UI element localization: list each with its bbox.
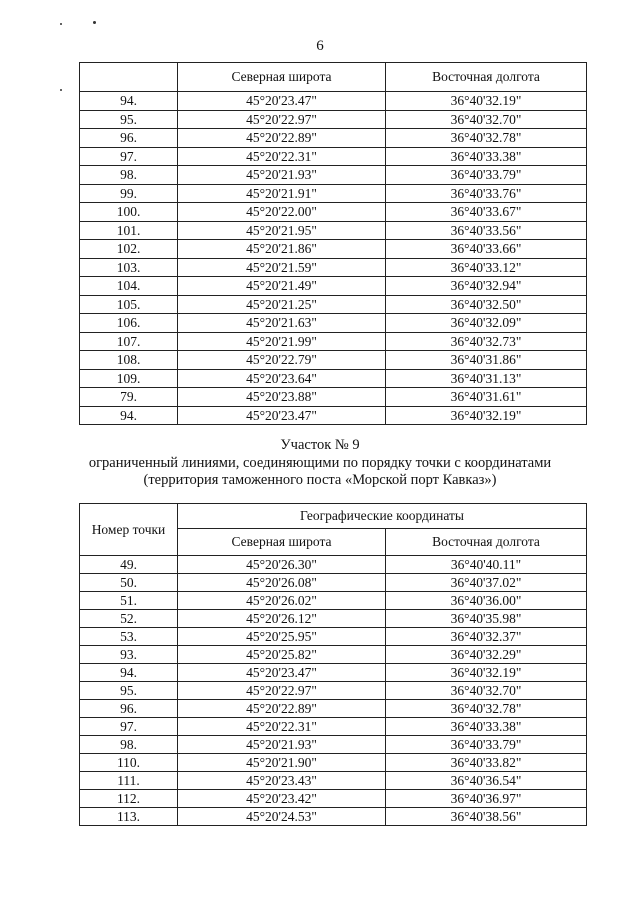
point-number-cell: 94.: [80, 92, 178, 111]
table-row: [80, 166, 587, 185]
table-row: [80, 351, 587, 370]
point-number-cell: 97.: [80, 718, 178, 736]
point-number-cell: 109.: [80, 369, 178, 388]
point-number-cell: 104.: [80, 277, 178, 296]
table-row: [80, 772, 587, 790]
point-number-cell: 96.: [80, 129, 178, 148]
table-row: [80, 646, 587, 664]
header-east-longitude: Восточная долгота: [386, 63, 587, 92]
point-number-cell: 79.: [80, 388, 178, 407]
latitude-cell: 45°20'23.88": [178, 388, 386, 407]
header-geo-coordinates: Географические координаты: [178, 504, 587, 529]
table-row: [80, 574, 587, 592]
table-row: [80, 295, 587, 314]
longitude-cell: 36°40'32.19": [386, 664, 587, 682]
latitude-cell: 45°20'22.97": [178, 110, 386, 129]
latitude-cell: 45°20'26.08": [178, 574, 386, 592]
longitude-cell: 36°40'33.67": [386, 203, 587, 222]
table-row: [80, 110, 587, 129]
longitude-cell: 36°40'32.94": [386, 277, 587, 296]
longitude-cell: 36°40'33.38": [386, 718, 587, 736]
scan-speck: [60, 89, 62, 91]
table-row: [80, 184, 587, 203]
longitude-cell: 36°40'32.29": [386, 646, 587, 664]
table-row: [80, 369, 587, 388]
latitude-cell: 45°20'21.59": [178, 258, 386, 277]
point-number-cell: 112.: [80, 790, 178, 808]
latitude-cell: 45°20'22.97": [178, 682, 386, 700]
point-number-cell: 103.: [80, 258, 178, 277]
point-number-cell: 94.: [80, 406, 178, 425]
table-row: [80, 258, 587, 277]
table-row: [80, 610, 587, 628]
longitude-cell: 36°40'32.19": [386, 406, 587, 425]
point-number-cell: 51.: [80, 592, 178, 610]
table-row: [80, 808, 587, 826]
point-number-cell: 95.: [80, 682, 178, 700]
section-description: ограниченный линиями, соединяющими по порядку точки с координатами: [88, 454, 552, 471]
longitude-cell: 36°40'31.13": [386, 369, 587, 388]
table-row: [80, 129, 587, 148]
table-header-row: [80, 504, 587, 529]
longitude-cell: 36°40'33.82": [386, 754, 587, 772]
table-row: [80, 592, 587, 610]
longitude-cell: 36°40'40.11": [386, 556, 587, 574]
table-row: [80, 92, 587, 111]
table-row: [80, 277, 587, 296]
scan-speck: [60, 23, 62, 25]
latitude-cell: 45°20'26.30": [178, 556, 386, 574]
point-number-cell: 100.: [80, 203, 178, 222]
longitude-cell: 36°40'32.73": [386, 332, 587, 351]
latitude-cell: 45°20'23.64": [178, 369, 386, 388]
latitude-cell: 45°20'21.49": [178, 277, 386, 296]
latitude-cell: 45°20'25.95": [178, 628, 386, 646]
longitude-cell: 36°40'32.09": [386, 314, 587, 333]
point-number-cell: 106.: [80, 314, 178, 333]
header-point-number: [80, 63, 178, 92]
point-number-cell: 53.: [80, 628, 178, 646]
longitude-cell: 36°40'32.70": [386, 682, 587, 700]
longitude-cell: 36°40'38.56": [386, 808, 587, 826]
table-row: [80, 700, 587, 718]
section-territory-note: (территория таможенного поста «Морской порт Кавказ»): [143, 472, 497, 488]
table-row: [80, 314, 587, 333]
table-row: [80, 332, 587, 351]
longitude-cell: 36°40'32.50": [386, 295, 587, 314]
longitude-cell: 36°40'36.54": [386, 772, 587, 790]
longitude-cell: 36°40'33.56": [386, 221, 587, 240]
table-row: [80, 240, 587, 259]
table-row: [80, 556, 587, 574]
point-number-cell: 113.: [80, 808, 178, 826]
longitude-cell: 36°40'31.61": [386, 388, 587, 407]
latitude-cell: 45°20'23.47": [178, 664, 386, 682]
longitude-cell: 36°40'32.78": [386, 700, 587, 718]
table-row: [80, 203, 587, 222]
point-number-cell: 98.: [80, 166, 178, 185]
header-east-longitude: Восточная долгота: [386, 529, 587, 556]
header-point-number: Номер точки: [80, 504, 178, 556]
longitude-cell: 36°40'35.98": [386, 610, 587, 628]
longitude-cell: 36°40'33.66": [386, 240, 587, 259]
latitude-cell: 45°20'21.91": [178, 184, 386, 203]
longitude-cell: 36°40'32.37": [386, 628, 587, 646]
longitude-cell: 36°40'32.70": [386, 110, 587, 129]
longitude-cell: 36°40'36.97": [386, 790, 587, 808]
point-number-cell: 105.: [80, 295, 178, 314]
table-row: [80, 682, 587, 700]
latitude-cell: 45°20'23.47": [178, 92, 386, 111]
longitude-cell: 36°40'37.02": [386, 574, 587, 592]
point-number-cell: 97.: [80, 147, 178, 166]
latitude-cell: 45°20'22.79": [178, 351, 386, 370]
latitude-cell: 45°20'22.00": [178, 203, 386, 222]
table-row: [80, 221, 587, 240]
table-row: [80, 664, 587, 682]
longitude-cell: 36°40'36.00": [386, 592, 587, 610]
point-number-cell: 111.: [80, 772, 178, 790]
longitude-cell: 36°40'33.79": [386, 736, 587, 754]
point-number-cell: 98.: [80, 736, 178, 754]
longitude-cell: 36°40'31.86": [386, 351, 587, 370]
point-number-cell: 110.: [80, 754, 178, 772]
latitude-cell: 45°20'26.02": [178, 592, 386, 610]
table-row: [80, 754, 587, 772]
longitude-cell: 36°40'33.79": [386, 166, 587, 185]
longitude-cell: 36°40'33.12": [386, 258, 587, 277]
latitude-cell: 45°20'22.31": [178, 718, 386, 736]
point-number-cell: 93.: [80, 646, 178, 664]
table-row: [80, 147, 587, 166]
latitude-cell: 45°20'21.93": [178, 736, 386, 754]
point-number-cell: 101.: [80, 221, 178, 240]
latitude-cell: 45°20'26.12": [178, 610, 386, 628]
coordinates-table-continued: [79, 62, 587, 425]
longitude-cell: 36°40'33.38": [386, 147, 587, 166]
latitude-cell: 45°20'21.63": [178, 314, 386, 333]
point-number-cell: 50.: [80, 574, 178, 592]
latitude-cell: 45°20'24.53": [178, 808, 386, 826]
latitude-cell: 45°20'21.93": [178, 166, 386, 185]
longitude-cell: 36°40'32.78": [386, 129, 587, 148]
point-number-cell: 95.: [80, 110, 178, 129]
point-number-cell: 94.: [80, 664, 178, 682]
longitude-cell: 36°40'33.76": [386, 184, 587, 203]
latitude-cell: 45°20'22.31": [178, 147, 386, 166]
latitude-cell: 45°20'21.86": [178, 240, 386, 259]
point-number-cell: 49.: [80, 556, 178, 574]
section-heading: [0, 437, 640, 490]
section-title: Участок № 9: [280, 437, 360, 453]
latitude-cell: 45°20'22.89": [178, 700, 386, 718]
table-row: [80, 388, 587, 407]
point-number-cell: 108.: [80, 351, 178, 370]
latitude-cell: 45°20'21.95": [178, 221, 386, 240]
table-row: [80, 790, 587, 808]
point-number-cell: 52.: [80, 610, 178, 628]
table-row: [80, 406, 587, 425]
coordinates-table-section-9: [79, 503, 587, 826]
header-north-latitude: Северная широта: [178, 63, 386, 92]
latitude-cell: 45°20'21.99": [178, 332, 386, 351]
point-number-cell: 96.: [80, 700, 178, 718]
table-row: [80, 718, 587, 736]
scan-speck: [93, 21, 96, 24]
latitude-cell: 45°20'21.25": [178, 295, 386, 314]
latitude-cell: 45°20'25.82": [178, 646, 386, 664]
point-number-cell: 107.: [80, 332, 178, 351]
latitude-cell: 45°20'23.42": [178, 790, 386, 808]
point-number-cell: 102.: [80, 240, 178, 259]
point-number-cell: 99.: [80, 184, 178, 203]
latitude-cell: 45°20'22.89": [178, 129, 386, 148]
longitude-cell: 36°40'32.19": [386, 92, 587, 111]
table-header-row: [80, 63, 587, 92]
table-row: [80, 736, 587, 754]
page-number: 6: [316, 38, 324, 54]
latitude-cell: 45°20'23.47": [178, 406, 386, 425]
table-row: [80, 628, 587, 646]
latitude-cell: 45°20'21.90": [178, 754, 386, 772]
latitude-cell: 45°20'23.43": [178, 772, 386, 790]
header-north-latitude: Северная широта: [178, 529, 386, 556]
